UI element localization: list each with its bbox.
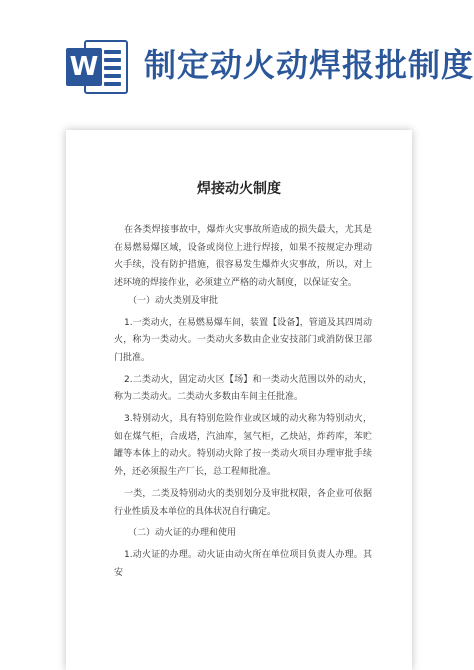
paragraph-class-1: 1.一类动火，在易燃易爆车间，装置【设备】，管道及其四周动火，称为一类动火。一类动火多数由企业安技部门或消防保卫部门批准。 [114, 317, 372, 363]
document-line [104, 74, 121, 78]
document-line [104, 58, 121, 62]
document-line [104, 50, 121, 54]
document-line [104, 82, 121, 86]
document-body [114, 222, 372, 582]
document-page [66, 130, 412, 670]
document-line [104, 66, 121, 70]
document-title: 焊接动火制度 [197, 181, 281, 197]
paragraph-classification: 一类，二类及特别动火的类别划分及审批权限，各企业可依据行业性质及本单位的具体状况自行确定。 [114, 488, 372, 517]
paragraph-permit: 1.动火证的办理。动火证由动火所在单位项目负责人办理。其安 [114, 549, 372, 578]
paragraph-intro: 在各类焊接事故中，爆炸火灾事故所造成的损失最大，尤其是在易燃易爆区域，设备或岗位上进行焊接，如果不按规定办理动火手续，没有防护措施，很容易发生爆炸火灾事故，所以，对上述环境的焊接作业，必须建立严格的动火制度，以保证安全。 [114, 225, 372, 289]
banner-title: 制定动火动焊报批制度 [144, 46, 474, 84]
paragraph-class-2: 2.二类动火，固定动火区【场】和一类动火范围以外的动火，称为二类动火。二类动火多数由车间主任批准。 [114, 374, 372, 403]
paragraph-special: 3.特别动火，具有特别危险作业或区域的动火称为特别动火，如在煤气柜，合成塔，汽油库，氢气柜，乙炔站，炸药库，苯贮罐等本体上的动火。特别动火除了按一类动火项目办理审批手续外，还必须报生产厂长，总工程师批准。 [114, 414, 372, 478]
banner [0, 0, 474, 128]
section-heading-1: （一）动火类别及审批 [128, 295, 219, 306]
word-logo-icon [66, 36, 130, 96]
section-heading-2: （二）动火证的办理和使用 [128, 528, 237, 539]
word-letter: W [66, 48, 102, 86]
